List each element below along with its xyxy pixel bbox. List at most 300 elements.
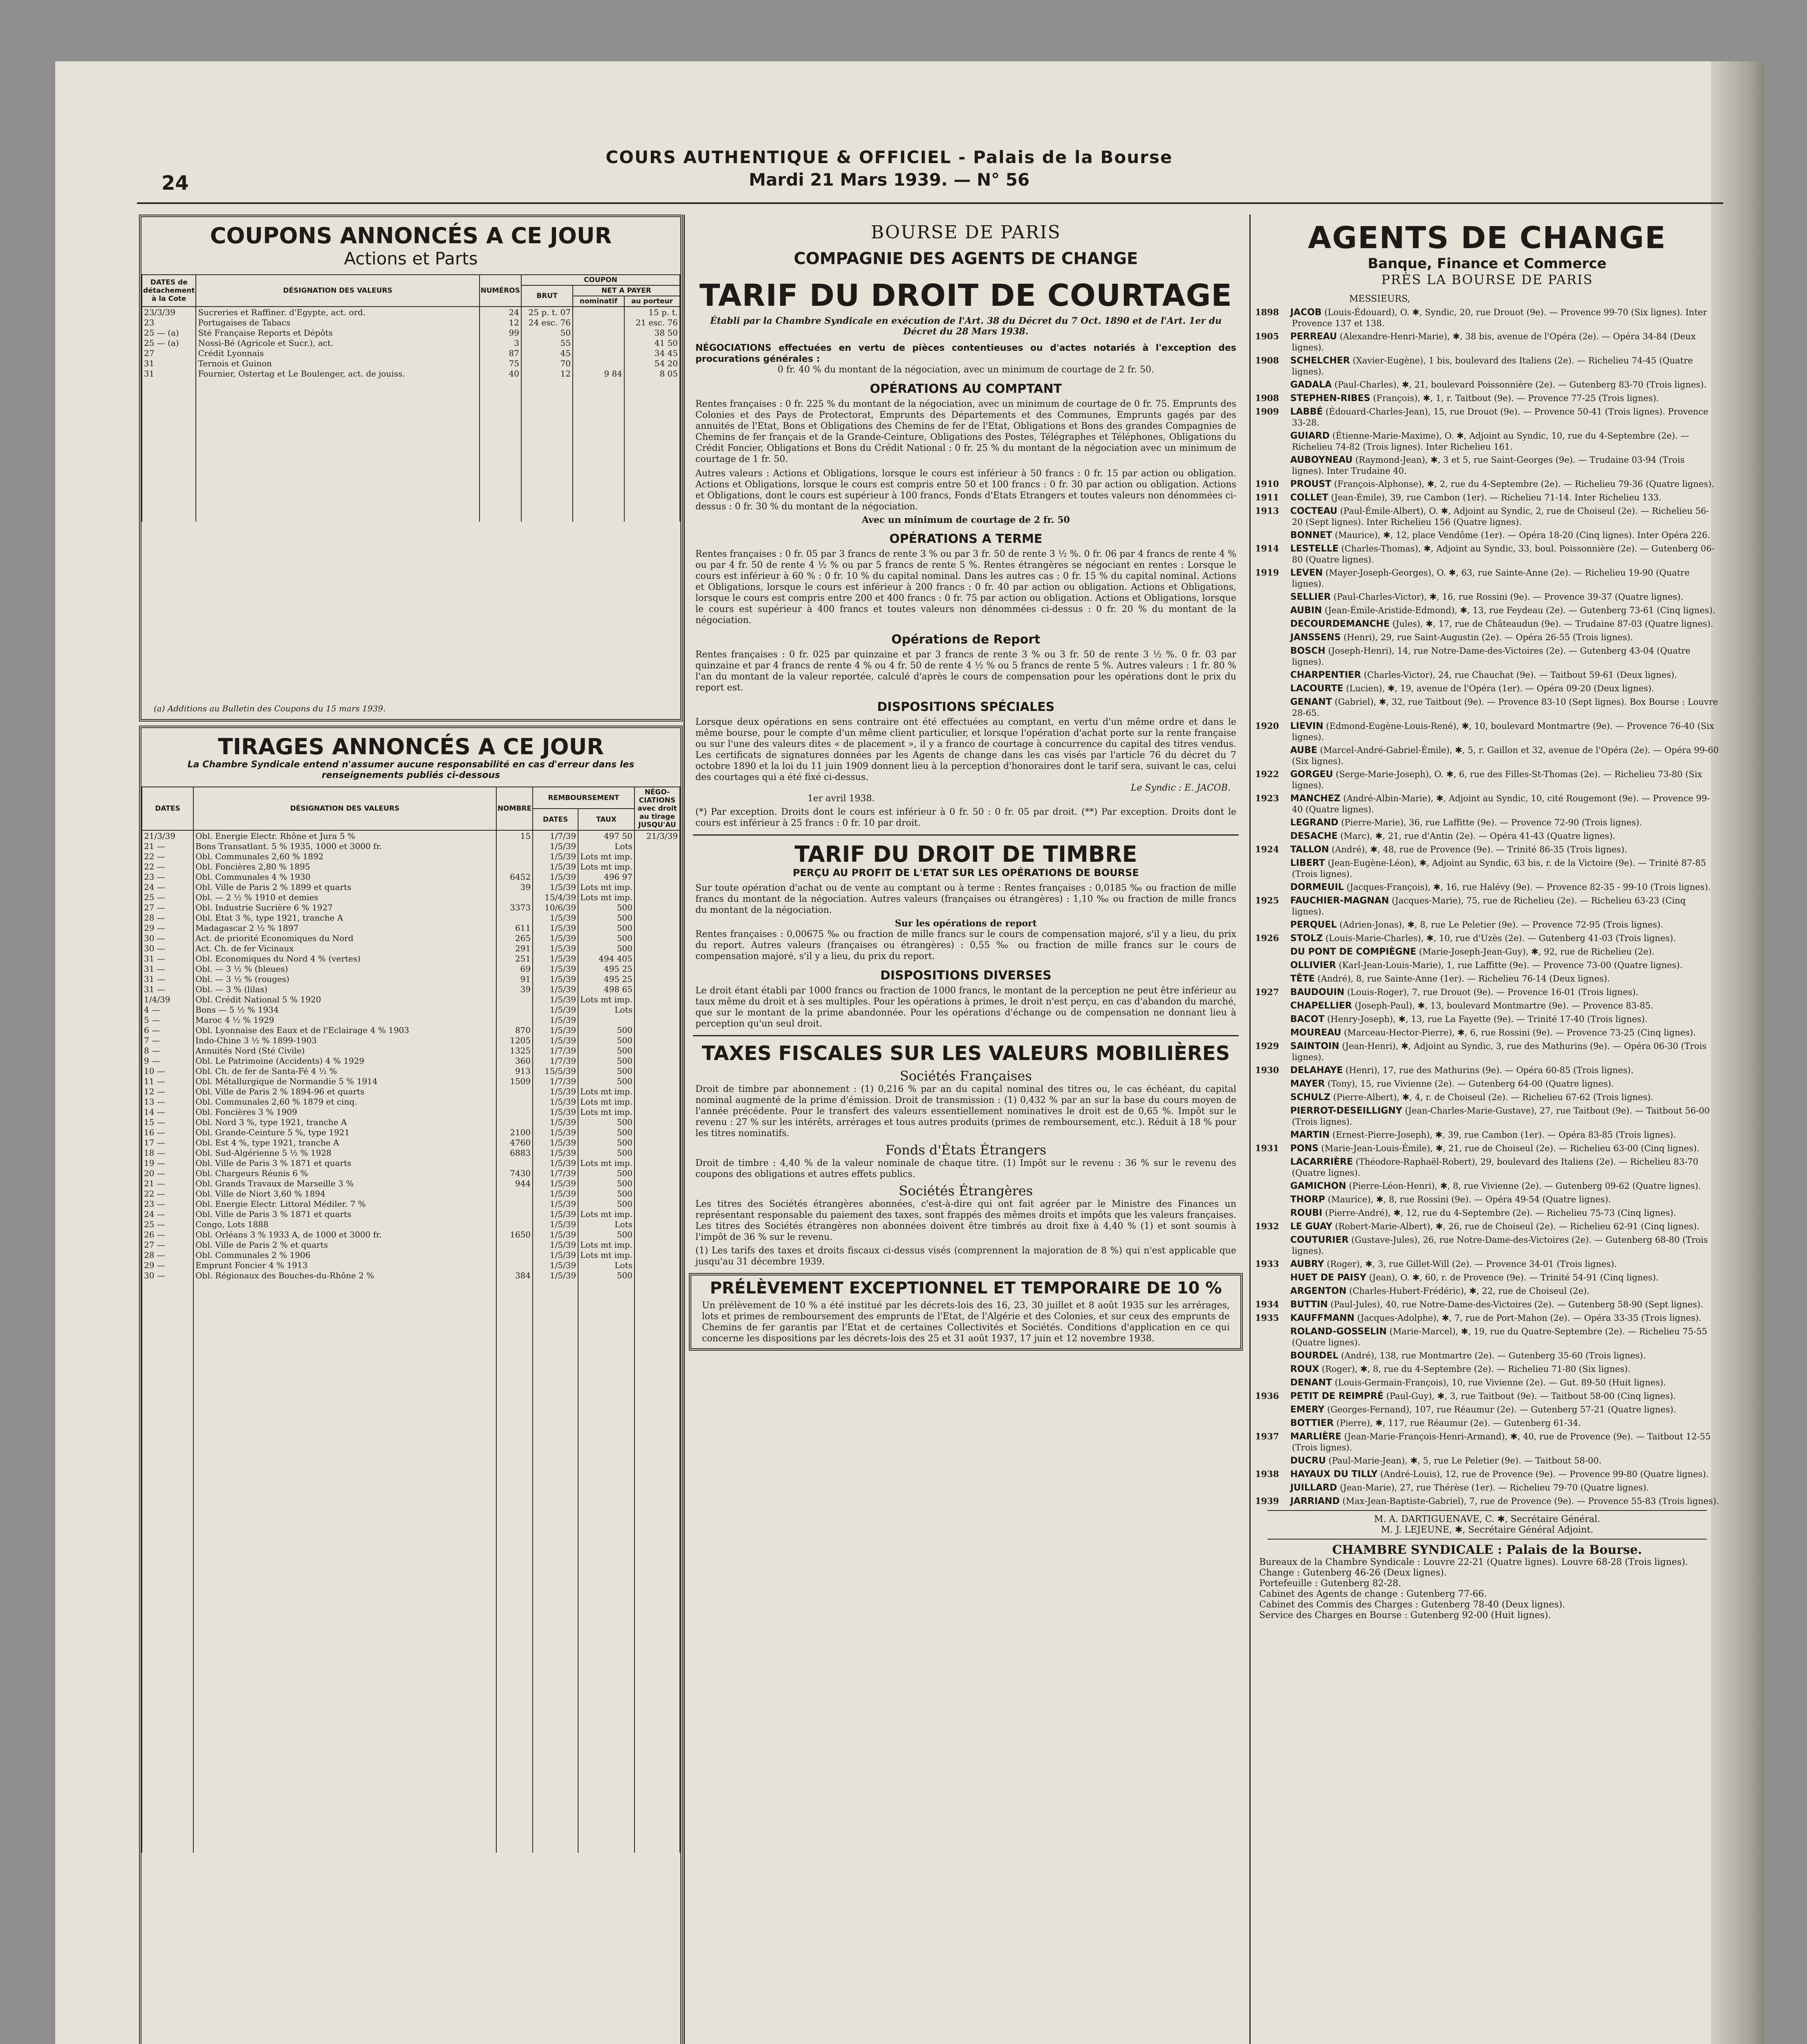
table-cell	[196, 389, 479, 399]
agent-details: (André), 8, rue Sainte-Anne (1er). — Richelieu 76-14 (Deux lignes).	[1317, 974, 1610, 984]
agent-details: (Jules), ✱, 17, rue de Châteaudun (9e). — Trudaine 87-03 (Quatre lignes).	[1392, 619, 1713, 629]
table-cell	[142, 1464, 193, 1475]
table-cell	[142, 1607, 193, 1618]
table-cell	[496, 1740, 533, 1750]
table-cell	[634, 1740, 680, 1750]
table-row	[142, 1842, 680, 1853]
page-header	[55, 147, 1723, 190]
table-cell	[496, 1577, 533, 1587]
agent-name: MAYER	[1290, 1079, 1325, 1089]
table-cell: Obl. — 3 ½ % (rouges)	[193, 974, 496, 984]
table-cell	[142, 1372, 193, 1383]
agent-name: LESTELLE	[1290, 544, 1338, 554]
table-cell: 495 25	[578, 974, 634, 984]
agent-name: SCHELCHER	[1290, 356, 1350, 366]
list-item	[1255, 987, 1719, 998]
table-cell: 22 —	[142, 851, 193, 861]
agent-details: (Pierre-Léon-Henri), ✱, 8, rue Vivienne (2e). — Gutenberg 09-62 (Quatre lignes).	[1349, 1181, 1701, 1191]
table-row	[142, 491, 680, 501]
prelevement-text: Un prélèvement de 10 % a été institué par les décrets-lois des 16, 23, 30 juillet et 8 août 1935 sur les arrérages, lots et primes de remboursement des emprunts de l'Etat, de l'Algérie et des Colonies, et sur ceux des emprunts de Chemins de fer garantis par l'Etat et de certaines Collectivités et Sociétés. Conditions d'application en ce qui concerne les dispositions par les décrets-lois des 25 et 31 août 1937, 17 juin et 12 novembre 1938.	[702, 1300, 1230, 1344]
table-cell	[578, 1423, 634, 1434]
table-cell	[193, 1444, 496, 1454]
agent-name: DU PONT DE COMPIÈGNE	[1290, 947, 1417, 957]
agent-details: (Edmond-Eugène-Louis-René), ✱, 10, boulevard Montmartre (9e). — Provence 76-40 (Six lignes).	[1292, 721, 1714, 742]
table-row	[142, 1720, 680, 1730]
table-cell: 500	[578, 1148, 634, 1158]
table-cell	[578, 1342, 634, 1352]
table-cell	[496, 1352, 533, 1362]
table-row	[142, 912, 680, 923]
table-cell	[533, 1638, 578, 1648]
table-cell	[624, 481, 680, 491]
table-cell: Obl. Economiques du Nord 4 % (vertes)	[193, 953, 496, 964]
table-cell	[533, 1505, 578, 1515]
table-cell	[142, 1577, 193, 1587]
table-cell	[496, 1710, 533, 1720]
table-cell	[193, 1403, 496, 1413]
agent-name: TÊTE	[1290, 974, 1315, 984]
agent-details: (Alexandre-Henri-Marie), ✱, 38 bis, avenue de l'Opéra (2e). — Opéra 34-84 (Deux lignes).	[1292, 332, 1696, 352]
table-cell: 500	[578, 1188, 634, 1199]
table-cell	[634, 1148, 680, 1158]
list-item	[1255, 1326, 1719, 1348]
table-cell	[578, 1311, 634, 1321]
table-row	[142, 511, 680, 522]
table-cell: 611	[496, 923, 533, 933]
agent-year: 1910	[1255, 479, 1279, 489]
table-cell	[193, 1475, 496, 1485]
table-cell: 4760	[496, 1137, 533, 1148]
agent-details: (Tony), 15, rue Vivienne (2e). — Gutenberg 64-00 (Quatre lignes).	[1327, 1079, 1614, 1089]
table-row	[142, 872, 680, 882]
table-cell: 500	[578, 943, 634, 953]
table-cell	[142, 389, 196, 399]
table-cell	[496, 1791, 533, 1802]
table-cell: 30 —	[142, 933, 193, 943]
fonds-text: Droit de timbre : 4,40 % de la valeur nominale de chaque titre. (1) Impôt sur le revenu : 36 % sur le revenu des coupons des obligations et autres effets publics.	[695, 1158, 1236, 1179]
table-cell	[193, 1822, 496, 1832]
table-cell	[142, 1567, 193, 1577]
table-cell	[634, 1413, 680, 1423]
table-cell	[193, 1730, 496, 1740]
table-cell	[142, 1495, 193, 1505]
agent-name: GADALA	[1290, 380, 1332, 390]
list-item	[1255, 721, 1719, 742]
table-cell	[496, 1699, 533, 1710]
table-row	[142, 851, 680, 861]
table-cell	[624, 409, 680, 419]
list-item	[1255, 1221, 1719, 1232]
list-item	[1255, 1078, 1719, 1089]
table-cell	[193, 1311, 496, 1321]
table-cell	[634, 1015, 680, 1025]
messieurs-label: MESSIEURS,	[1349, 294, 1410, 304]
table-cell: 91	[496, 974, 533, 984]
table-cell: 1/5/39	[533, 841, 578, 851]
agent-details: (Louis-Roger), 7, rue Drouot (9e). — Provence 16-01 (Trois lignes).	[1347, 987, 1639, 997]
table-cell	[521, 450, 573, 460]
agent-year: 1898	[1255, 307, 1279, 317]
table-cell: 4 —	[142, 1004, 193, 1015]
table-cell: Bons — 5 ½ % 1934	[193, 1004, 496, 1015]
table-cell: 23	[142, 317, 196, 327]
table-row	[142, 1679, 680, 1689]
table-cell	[496, 1107, 533, 1117]
agent-year: 1932	[1255, 1221, 1279, 1231]
table-cell	[193, 1321, 496, 1331]
table-cell	[533, 1822, 578, 1832]
list-item	[1255, 697, 1719, 718]
tarif-courtage-title: TARIF DU DROIT DE COURTAGE	[699, 278, 1233, 313]
chambre-line: Portefeuille : Gutenberg 82-28.	[1259, 1578, 1401, 1589]
table-cell	[142, 491, 196, 501]
table-cell	[521, 501, 573, 511]
table-cell: 1/7/39	[533, 1045, 578, 1056]
table-cell: 10 —	[142, 1066, 193, 1076]
table-cell: Indo-Chine 3 ½ % 1899-1903	[193, 1035, 496, 1045]
agent-year: 1908	[1255, 355, 1279, 365]
table-cell: 27 —	[142, 1239, 193, 1250]
table-cell	[634, 1178, 680, 1188]
table-cell	[193, 1607, 496, 1618]
timbre-report-text: Rentes françaises : 0,00675 ‰ ou fraction de mille francs sur le cours de compensation majoré, s'il y a lieu, du prix du report. Autres valeurs (françaises ou étrangères) : 0,55 ‰ ou fraction de mille francs sur le cours de compensation majoré, s'il y a lieu, du prix du report.	[695, 929, 1236, 961]
table-cell	[193, 1383, 496, 1393]
agent-name: DORMEUIL	[1290, 882, 1344, 892]
table-cell: 291	[496, 943, 533, 953]
tarif-timbre-title: TARIF DU DROIT DE TIMBRE	[794, 841, 1137, 867]
table-cell	[578, 1648, 634, 1659]
table-cell	[193, 1556, 496, 1567]
agent-name: OLLIVIER	[1290, 960, 1336, 970]
table-cell	[496, 1331, 533, 1342]
table-cell	[634, 1035, 680, 1045]
table-cell: 22 —	[142, 861, 193, 872]
table-cell: 31	[142, 358, 196, 368]
table-cell	[533, 1720, 578, 1730]
table-cell	[578, 1280, 634, 1291]
table-cell	[193, 1280, 496, 1291]
table-cell	[634, 1454, 680, 1464]
table-row	[142, 1546, 680, 1556]
table-cell: 31 —	[142, 984, 193, 994]
table-row	[142, 338, 680, 348]
table-cell	[634, 1403, 680, 1413]
agent-name: DESACHE	[1290, 831, 1338, 841]
table-cell	[496, 1423, 533, 1434]
table-cell	[533, 1383, 578, 1393]
table-cell	[573, 317, 624, 327]
table-cell: 1/5/39	[533, 1178, 578, 1188]
table-cell	[496, 1689, 533, 1699]
agent-details: (Ernest-Pierre-Joseph), ✱, 39, rue Cambon (1er). — Opéra 83-85 (Trois lignes).	[1332, 1130, 1676, 1140]
table-cell	[496, 1393, 533, 1403]
list-item	[1255, 1364, 1719, 1375]
ops-terme-heading: OPÉRATIONS A TERME	[889, 532, 1042, 546]
list-item	[1255, 1130, 1719, 1141]
table-cell	[196, 430, 479, 440]
table-cell	[142, 1832, 193, 1842]
section-rule	[1267, 1510, 1707, 1511]
table-cell: Lots mt imp.	[578, 1209, 634, 1219]
agent-details: (Roger), ✱, 3, rue Gillet-Will (2e). — Provence 34-01 (Trois lignes).	[1327, 1259, 1617, 1269]
list-item	[1255, 882, 1719, 893]
table-cell	[496, 1015, 533, 1025]
table-row	[142, 471, 680, 481]
agent-details: (Pierre-Albert), ✱, 4, r. de Choiseul (2e). — Richelieu 67-62 (Trois lignes).	[1333, 1092, 1654, 1102]
table-row	[142, 1260, 680, 1270]
agent-details: (Joseph-Paul), ✱, 13, boulevard Montmartre (9e). — Provence 83-85.	[1354, 1001, 1654, 1011]
table-cell: 1/5/39	[533, 1127, 578, 1137]
table-cell	[196, 419, 479, 430]
table-cell	[496, 1403, 533, 1413]
table-row	[142, 481, 680, 491]
agent-name: CHAPELLIER	[1290, 1001, 1352, 1011]
table-cell	[193, 1393, 496, 1403]
agent-details: (François-Alphonse), ✱, 2, rue du 4-Septembre (2e). — Richelieu 79-36 (Quatre lignes).	[1334, 479, 1715, 489]
table-cell	[578, 1567, 634, 1577]
table-row	[142, 501, 680, 511]
table-cell	[634, 1168, 680, 1178]
table-cell	[193, 1638, 496, 1648]
agent-name: ROUX	[1290, 1364, 1319, 1374]
secretaire-adjoint: M. J. LEJEUNE, ✱, Secrétaire Général Adjoint.	[1381, 1525, 1594, 1535]
table-cell	[634, 1362, 680, 1372]
table-cell	[634, 1229, 680, 1239]
table-row	[142, 1434, 680, 1444]
list-item	[1255, 1194, 1719, 1205]
table-cell	[193, 1781, 496, 1791]
col-header: BRUT	[521, 285, 573, 307]
table-cell: 1/5/39	[533, 882, 578, 892]
agent-year: 1933	[1255, 1259, 1279, 1269]
table-cell	[193, 1771, 496, 1781]
table-cell	[573, 430, 624, 440]
table-cell: 26 —	[142, 1229, 193, 1239]
table-cell	[142, 1556, 193, 1567]
table-row	[142, 1618, 680, 1628]
agent-details: (François), ✱, 1, r. Taitbout (9e). — Provence 77-25 (Trois lignes).	[1373, 393, 1659, 403]
agent-name: MARTIN	[1290, 1130, 1330, 1140]
table-cell	[533, 1628, 578, 1638]
agent-details: (Raymond-Jean), ✱, 3 et 5, rue Saint-Georges (9e). — Trudaine 03-94 (Trois lignes). Inter Trudaine 40.	[1292, 455, 1685, 476]
table-row	[142, 1137, 680, 1148]
table-cell	[533, 1648, 578, 1659]
table-cell	[496, 1209, 533, 1219]
agent-name: THORP	[1290, 1195, 1325, 1205]
table-cell	[496, 1444, 533, 1454]
table-cell	[480, 511, 521, 522]
table-cell	[196, 491, 479, 501]
table-row	[142, 841, 680, 851]
agent-name: PONS	[1290, 1143, 1319, 1154]
table-cell	[624, 430, 680, 440]
table-cell	[533, 1607, 578, 1618]
agent-name: BUTTIN	[1290, 1300, 1328, 1310]
table-cell: 1/5/39	[533, 994, 578, 1004]
table-cell: Obl. Ville de Paris 3 % 1871 et quarts	[193, 1158, 496, 1168]
table-cell	[142, 1822, 193, 1832]
table-cell	[578, 1628, 634, 1638]
table-cell: 75	[480, 358, 521, 368]
table-cell: Lots mt imp.	[578, 1239, 634, 1250]
agent-name: BOTTIER	[1290, 1418, 1334, 1428]
table-cell	[496, 1291, 533, 1301]
table-cell	[496, 1771, 533, 1781]
table-cell: 1/7/39	[533, 1168, 578, 1178]
table-cell	[142, 1352, 193, 1362]
table-cell	[634, 1352, 680, 1362]
list-item	[1255, 683, 1719, 694]
ops-report-heading: Opérations de Report	[891, 632, 1040, 647]
table-cell	[634, 1434, 680, 1444]
table-row	[142, 1699, 680, 1710]
agent-name: DECOURDEMANCHE	[1290, 619, 1390, 629]
tirages-title: TIRAGES ANNONCÉS A CE JOUR	[217, 734, 604, 760]
table-cell: Obl. — 3 % (lilas)	[193, 984, 496, 994]
table-cell: Lots mt imp.	[578, 1158, 634, 1168]
table-cell	[193, 1515, 496, 1526]
list-item	[1255, 1235, 1719, 1256]
table-cell: 28 —	[142, 1250, 193, 1260]
table-cell	[578, 1669, 634, 1679]
col-header: COUPON	[521, 275, 680, 285]
table-cell	[533, 1832, 578, 1842]
table-cell	[634, 1383, 680, 1393]
table-cell: Obl. Nord 3 %, type 1921, tranche A	[193, 1117, 496, 1127]
agent-details: (Paul-Marie-Jean), ✱, 5, rue Le Peletier (9e). — Taitbout 58-00.	[1328, 1456, 1602, 1466]
table-row	[142, 1280, 680, 1291]
table-cell	[634, 1515, 680, 1526]
table-cell: 29 —	[142, 1260, 193, 1270]
agent-name: STOLZ	[1290, 933, 1323, 944]
table-cell	[578, 1413, 634, 1423]
table-cell	[142, 1710, 193, 1720]
table-row	[142, 1362, 680, 1372]
agent-details: (Henry-Joseph), ✱, 13, rue La Fayette (9e). — Trinité 17-40 (Trois lignes).	[1327, 1014, 1648, 1024]
table-cell: 1/5/39	[533, 1004, 578, 1015]
table-cell	[521, 399, 573, 409]
table-cell	[634, 1393, 680, 1403]
table-cell	[142, 1628, 193, 1638]
table-cell: Congo, Lots 1888	[193, 1219, 496, 1229]
table-row	[142, 1004, 680, 1015]
table-cell	[193, 1536, 496, 1546]
list-item	[1255, 506, 1719, 527]
table-cell	[573, 409, 624, 419]
agent-name: PERQUEL	[1290, 920, 1337, 930]
table-cell: 496 97	[578, 872, 634, 882]
agent-details: (André-Louis), 12, rue de Provence (9e). — Provence 99-80 (Quatre lignes).	[1380, 1469, 1709, 1479]
col-header: DÉSIGNATION DES VALEURS	[193, 787, 496, 830]
table-cell: 40	[480, 368, 521, 379]
agent-name: SCHULZ	[1290, 1092, 1331, 1103]
table-cell	[496, 1311, 533, 1321]
agent-details: (Pierre), ✱, 117, rue Réaumur (2e). — Gutenberg 61-34.	[1336, 1418, 1581, 1428]
timbre-text: Sur toute opération d'achat ou de vente au comptant ou à terme : Rentes françaises : 0,0185 ‰ ou fraction de mille francs du montant de la négociation. Autres valeurs (françaises ou étrangères) : 1,10 ‰ ou fraction de mille francs du montant de la négociation.	[695, 883, 1236, 915]
table-cell	[193, 1505, 496, 1515]
agent-name: FAUCHIER-MAGNAN	[1290, 896, 1389, 906]
list-item	[1255, 543, 1719, 565]
table-cell: 1/5/39	[533, 1239, 578, 1250]
table-cell	[634, 1270, 680, 1280]
table-cell	[578, 1710, 634, 1720]
table-cell	[634, 1004, 680, 1015]
table-cell: 50	[521, 327, 573, 338]
table-row	[142, 379, 680, 389]
list-item	[1255, 1391, 1719, 1402]
table-cell: 15/4/39	[533, 892, 578, 902]
table-cell: 1/5/39	[533, 974, 578, 984]
table-row	[142, 1761, 680, 1771]
table-cell	[578, 1607, 634, 1618]
table-cell: Lots mt imp.	[578, 1107, 634, 1117]
table-cell: 500	[578, 1270, 634, 1280]
list-item	[1255, 355, 1719, 377]
table-cell	[578, 1464, 634, 1475]
table-cell	[480, 501, 521, 511]
table-cell	[496, 1536, 533, 1546]
table-cell: Obl. Grande-Ceinture 5 %, type 1921	[193, 1127, 496, 1137]
table-row	[142, 1526, 680, 1536]
table-cell	[634, 1761, 680, 1771]
table-cell: 500	[578, 1127, 634, 1137]
list-item	[1255, 1469, 1719, 1480]
table-row	[142, 1669, 680, 1679]
agent-name: MARLIÈRE	[1290, 1432, 1342, 1442]
table-cell	[634, 943, 680, 953]
table-row	[142, 1321, 680, 1331]
terme-text: Rentes françaises : 0 fr. 05 par 3 francs de rente 3 % ou par 3 fr. 50 de rente 3 ½ %. 0 fr. 06 par 4 francs de rente 4 % ou par 4 fr. 50 de rente 4 ½ % ou par 5 francs de rente 5 %. Rentes étrangères se négociant en rentes : Lorsque le cours est inférieur à 60 % : 0 fr. 10 % du capital nominal. Dans les autres cas : 0 fr. 15 % du capital nominal. Actions et Obligations, lorsque le cours est inférieur à 200 francs : 0 fr. 40 par action ou obligation. Actions et Obligations, lorsque le cours est compris entre 200 et 400 francs : 0 fr. 75 par action ou obligation. Actions et Obligations, lorsque le cours est supérieur à 400 francs et toutes valeurs non dénommées ci-dessus : 0 fr. 20 % du montant de la négociation.	[695, 549, 1236, 625]
table-cell	[496, 1597, 533, 1607]
agent-year: 1934	[1255, 1299, 1279, 1309]
table-cell	[193, 1628, 496, 1638]
table-cell: 11 —	[142, 1076, 193, 1086]
table-cell	[142, 1669, 193, 1679]
table-cell: Obl. Ville de Paris 2 % 1899 et quarts	[193, 882, 496, 892]
table-cell	[496, 851, 533, 861]
table-cell: 23 —	[142, 872, 193, 882]
table-cell	[142, 1842, 193, 1853]
table-cell	[533, 1444, 578, 1454]
table-row	[142, 1607, 680, 1618]
table-cell: 1/5/39	[533, 1117, 578, 1127]
agent-name: CHARPENTIER	[1290, 670, 1361, 680]
table-cell	[573, 389, 624, 399]
table-cell	[480, 450, 521, 460]
agent-details: (Xavier-Eugène), 1 bis, boulevard des Italiens (2e). — Richelieu 74-45 (Quatre lignes).	[1292, 356, 1693, 377]
list-item	[1255, 960, 1719, 971]
table-row	[142, 409, 680, 419]
table-cell	[196, 399, 479, 409]
list-item	[1255, 1092, 1719, 1103]
table-cell	[142, 1321, 193, 1331]
table-row	[142, 317, 680, 327]
table-cell	[142, 430, 196, 440]
table-cell: Obl. Lyonnaise des Eaux et de l'Eclairage 4 % 1903	[193, 1025, 496, 1035]
table-cell: 1/7/39	[533, 1056, 578, 1066]
table-cell	[521, 471, 573, 481]
table-cell	[193, 1485, 496, 1495]
table-cell	[533, 1597, 578, 1607]
table-row	[142, 1802, 680, 1812]
table-cell	[634, 1648, 680, 1659]
table-cell	[634, 1679, 680, 1689]
table-cell	[142, 1362, 193, 1372]
table-cell	[634, 1076, 680, 1086]
table-cell	[634, 1209, 680, 1219]
table-cell	[634, 1423, 680, 1434]
table-cell	[193, 1577, 496, 1587]
